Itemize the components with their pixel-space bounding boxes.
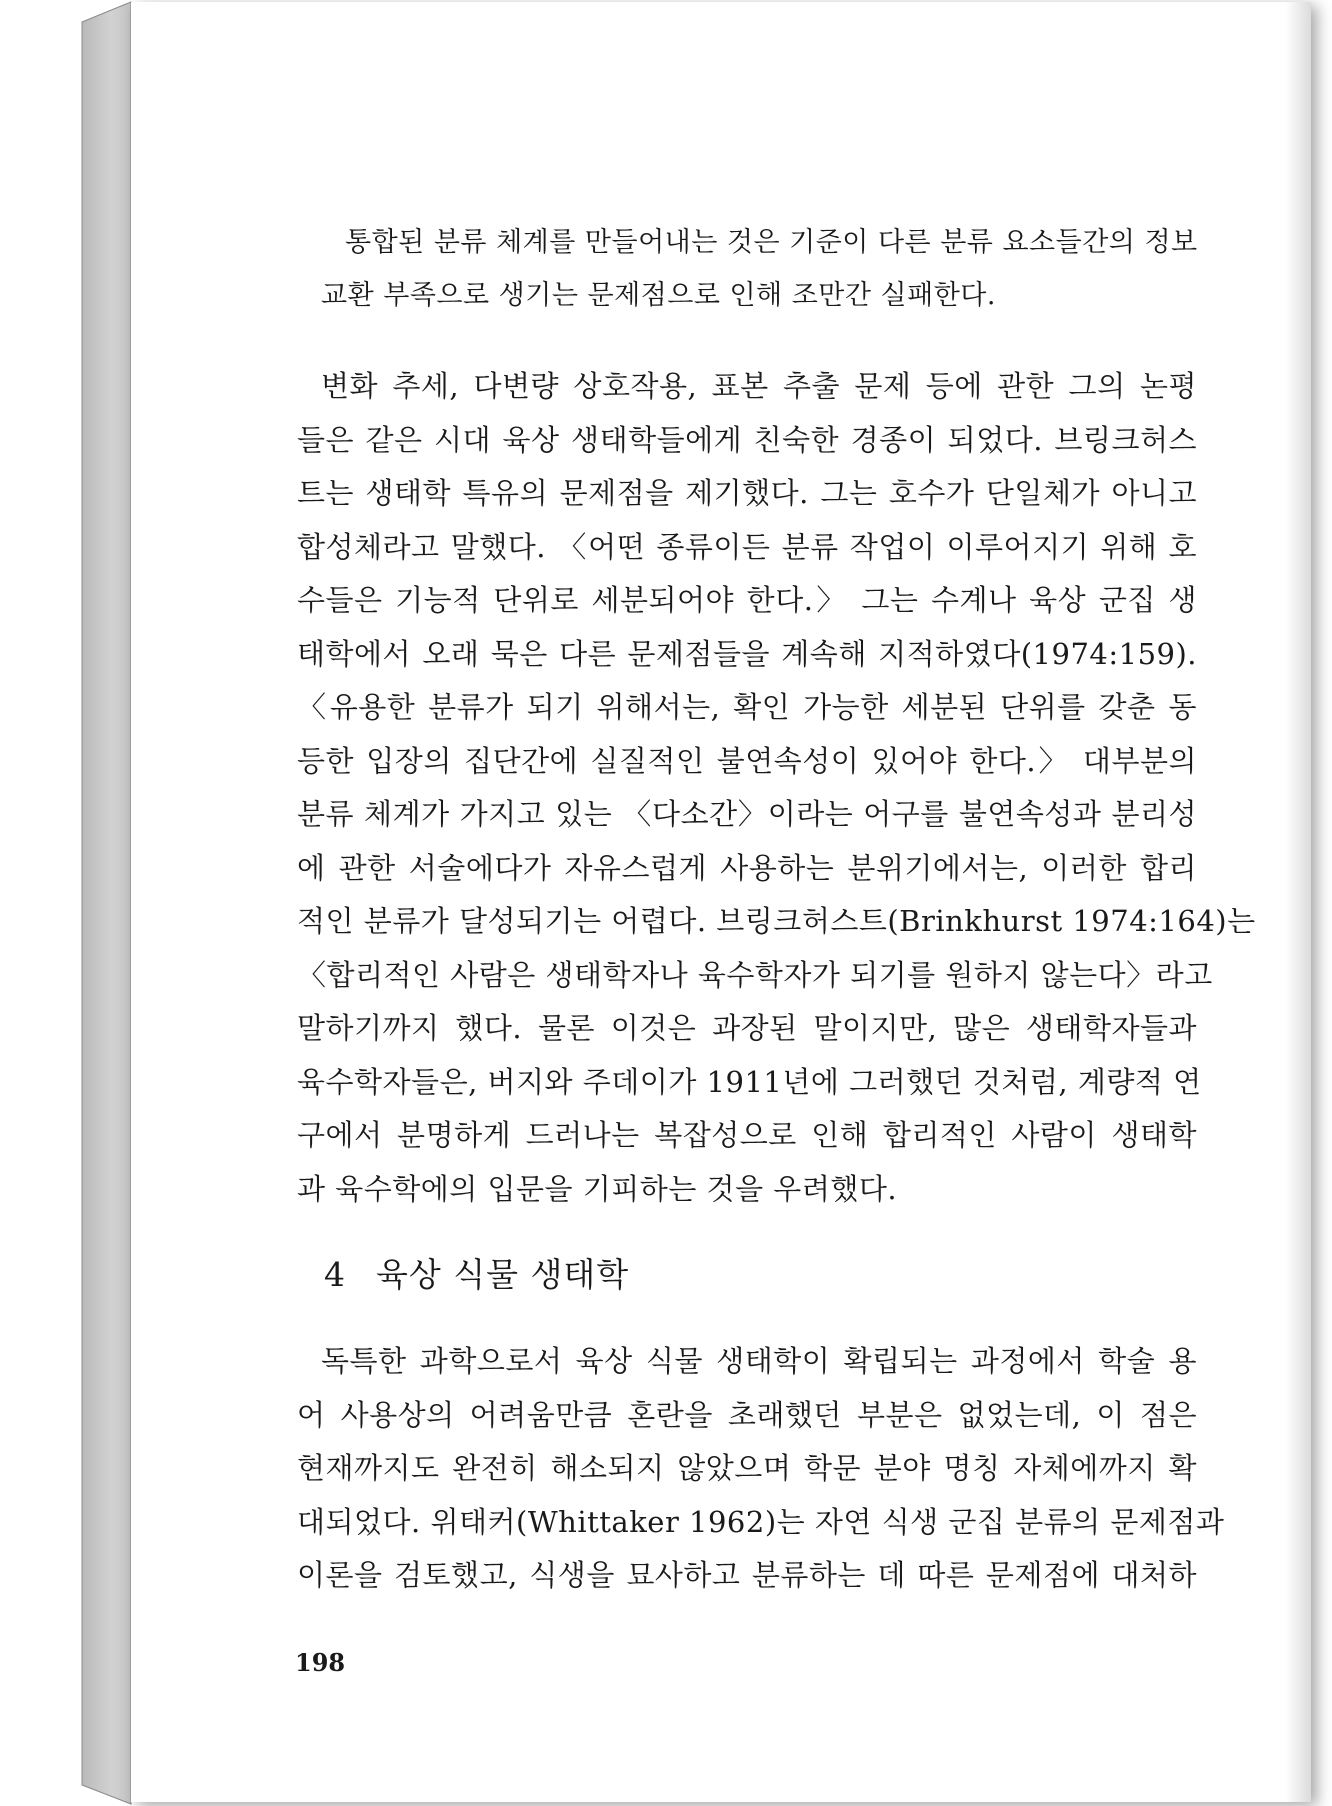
book-page: [131, 2, 1311, 1802]
paragraph-line: 대되었다. 위태커(Whittaker 1962)는 자연 식생 군집 분류의 문제점과: [297, 1504, 1225, 1539]
quote-line: 통합된 분류 체계를 만들어내는 것은 기준이 다른 분류 요소들간의 정보: [345, 227, 1198, 258]
paragraph-line: 등한 입장의 집단간에 실질적인 불연속성이 있어야 한다.〉 대부분의: [297, 743, 1197, 778]
paragraph-line: 에 관한 서술에다가 자유스럽게 사용하는 분위기에서는, 이러한 합리: [297, 850, 1197, 885]
block-quote: [321, 216, 1197, 322]
paragraph-line: 이론을 검토했고, 식생을 묘사하고 분류하는 데 따른 문제점에 대처하: [297, 1558, 1197, 1592]
paragraph-line: 적인 분류가 달성되기는 어렵다. 브링크허스트(Brinkhurst 1974:164)는: [297, 904, 1256, 938]
paragraph-line: 〈합리적인 사람은 생태학자나 육수학자가 되기를 원하지 않는다〉라고: [297, 957, 1213, 992]
paragraph-line: 태학에서 오래 묵은 다른 문제점들을 계속해 지적하였다(1974:159).: [297, 636, 1197, 671]
page-number: 198: [295, 1648, 346, 1677]
paragraph-line: 구에서 분명하게 드러나는 복잡성으로 인해 합리적인 사람이 생태학: [297, 1118, 1197, 1152]
page-edge-shadow: [1285, 2, 1311, 1802]
paragraph-1: [297, 360, 1256, 1216]
section-heading: [324, 1249, 629, 1296]
paragraph-2: [297, 1335, 1225, 1603]
paragraph-line: 들은 같은 시대 육상 생태학들에게 친숙한 경종이 되었다. 브링크허스: [297, 422, 1197, 457]
section-title: 육상 식물 생태학: [376, 1255, 630, 1294]
paragraph-line: 분류 체계가 가지고 있는 〈다소간〉이라는 어구를 불연속성과 분리성: [297, 797, 1197, 831]
paragraph-line: 합성체라고 말했다. 〈어떤 종류이든 분류 작업이 이루어지기 위해 호: [297, 529, 1197, 564]
paragraph-line: 과 육수학에의 입문을 기피하는 것을 우려했다.: [297, 1171, 898, 1206]
paragraph-line: 〈유용한 분류가 되기 위해서는, 확인 가능한 세분된 단위를 갖춘 동: [297, 690, 1197, 724]
paragraph-line: 말하기까지 했다. 물론 이것은 과장된 말이지만, 많은 생태학자들과: [297, 1011, 1197, 1045]
paragraph-line: 현재까지도 완전히 해소되지 않았으며 학문 분야 명칭 자체에까지 확: [297, 1451, 1197, 1485]
section-number: 4: [324, 1255, 346, 1294]
paragraph-line: 육수학자들은, 버지와 주데이가 1911년에 그러했던 것처럼, 계량적 연: [297, 1064, 1202, 1099]
quote-line: 교환 부족으로 생기는 문제점으로 인해 조만간 실패한다.: [321, 280, 996, 311]
paragraph-line: 어 사용상의 어려움만큼 혼란을 초래했던 부분은 없었는데, 이 점은: [297, 1397, 1197, 1432]
paragraph-line: 수들은 기능적 단위로 세분되어야 한다.〉 그는 수계나 육상 군집 생: [297, 583, 1197, 617]
paragraph-line: 독특한 과학으로서 육상 식물 생태학이 확립되는 과정에서 학술 용: [321, 1344, 1197, 1378]
paragraph-line: 변화 추세, 다변량 상호작용, 표본 추출 문제 등에 관한 그의 논평: [321, 369, 1197, 403]
paragraph-line: 트는 생태학 특유의 문제점을 제기했다. 그는 호수가 단일체가 아니고: [297, 476, 1197, 510]
